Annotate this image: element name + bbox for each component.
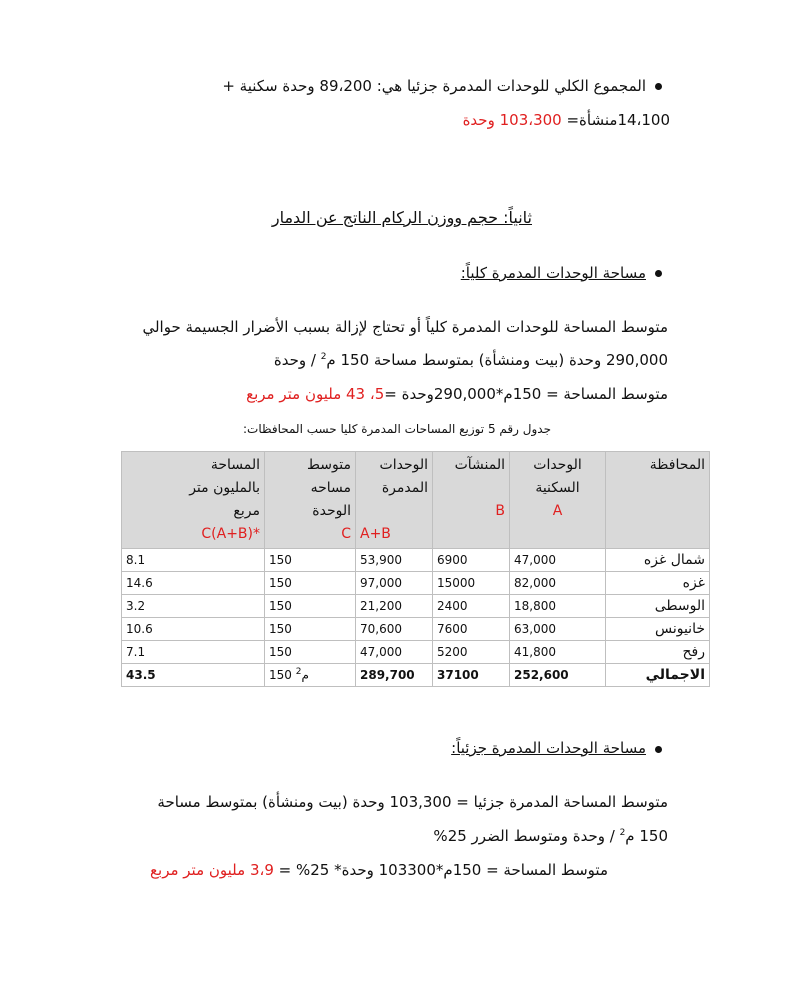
cell-establishments: 5200 bbox=[433, 641, 510, 664]
table-row bbox=[122, 572, 710, 595]
cell-avg-area: 150 bbox=[265, 618, 356, 641]
cell-governorate: شمال غزه bbox=[606, 549, 710, 572]
formula-text: متوسط المساحة = 150م*290,000وحدة = bbox=[384, 385, 668, 403]
header-average-unit-area: متوسط مساحه الوحدة C bbox=[265, 452, 356, 549]
cell-residential: 252,600 bbox=[510, 664, 606, 687]
cell-area: 43.5 bbox=[122, 664, 265, 687]
bullet-dot bbox=[655, 83, 662, 90]
paragraph-partial-area-line2: 150 م$^2$ / وحدة ومتوسط الضرر 25% bbox=[433, 827, 668, 845]
formula-result: 5، 43 مليون متر مربع bbox=[246, 385, 385, 403]
table-row bbox=[122, 641, 710, 664]
total-establishments-text: 14،100منشأة= bbox=[561, 111, 670, 129]
governorate-area-table bbox=[121, 451, 710, 687]
cell-avg-area: 150 م$^2$ bbox=[265, 664, 356, 687]
cell-area: 14.6 bbox=[122, 572, 265, 595]
cell-governorate: خانيونس bbox=[606, 618, 710, 641]
cell-residential: 47,000 bbox=[510, 549, 606, 572]
table-total-row bbox=[122, 664, 710, 687]
formula-result: 3،9 مليون متر مربع bbox=[150, 861, 274, 879]
table-row bbox=[122, 618, 710, 641]
cell-establishments: 7600 bbox=[433, 618, 510, 641]
cell-destroyed: 53,900 bbox=[356, 549, 433, 572]
cell-establishments: 6900 bbox=[433, 549, 510, 572]
cell-avg-area: 150 bbox=[265, 595, 356, 618]
cell-destroyed: 289,700 bbox=[356, 664, 433, 687]
cell-establishments: 2400 bbox=[433, 595, 510, 618]
subheading-fully-destroyed: مساحة الوحدات المدمرة كلياً: bbox=[460, 264, 646, 282]
cell-destroyed: 70,600 bbox=[356, 618, 433, 641]
cell-residential: 63,000 bbox=[510, 618, 606, 641]
cell-avg-area: 150 bbox=[265, 572, 356, 595]
cell-governorate: الوسطى bbox=[606, 595, 710, 618]
cell-residential: 82,000 bbox=[510, 572, 606, 595]
paragraph-full-area-line1: متوسط المساحة للوحدات المدمرة كلياً أو تحتاج لإزالة بسبب الأضرار الجسيمة حوالي bbox=[142, 318, 668, 336]
table-caption: جدول رقم 5 توزيع المساحات المدمرة كليا حسب المحافظات: bbox=[243, 422, 551, 436]
cell-destroyed: 47,000 bbox=[356, 641, 433, 664]
cell-residential: 18,800 bbox=[510, 595, 606, 618]
cell-destroyed: 97,000 bbox=[356, 572, 433, 595]
paragraph-full-area-formula bbox=[246, 383, 668, 405]
bullet-total-partial-line1: المجموع الكلي للوحدات المدمرة جزئيا هي: 89،200 وحدة سكنية + bbox=[222, 77, 646, 95]
paragraph-partial-area-line1: متوسط المساحة المدمرة جزئيا = 103,300 وحدة (بيت ومنشأة) بمتوسط مساحة bbox=[157, 793, 668, 811]
cell-area: 7.1 bbox=[122, 641, 265, 664]
cell-establishments: 37100 bbox=[433, 664, 510, 687]
header-destroyed-units: الوحدات المدمرة A+B bbox=[356, 452, 433, 549]
table-header-row bbox=[122, 452, 710, 549]
cell-area: 10.6 bbox=[122, 618, 265, 641]
cell-area: 3.2 bbox=[122, 595, 265, 618]
bullet-total-partial-line2 bbox=[463, 109, 670, 131]
formula-text: متوسط المساحة = 150م*103300 وحدة* 25% = bbox=[273, 861, 608, 879]
cell-establishments: 15000 bbox=[433, 572, 510, 595]
cell-destroyed: 21,200 bbox=[356, 595, 433, 618]
cell-governorate: غزه bbox=[606, 572, 710, 595]
cell-area: 8.1 bbox=[122, 549, 265, 572]
total-units-highlight: 103،300 وحدة bbox=[462, 111, 562, 129]
cell-avg-area: 150 bbox=[265, 549, 356, 572]
cell-governorate: الاجمالي bbox=[606, 664, 710, 687]
paragraph-full-area-line2: 290,000 وحدة (بيت ومنشأة) بمتوسط مساحة 150 م$^2$ / وحدة bbox=[273, 351, 668, 369]
header-establishments: المنشآت B bbox=[433, 452, 510, 549]
header-area-million-m2: المساحة بالمليون متر مربع *C(A+B) bbox=[122, 452, 265, 549]
header-residential-units: الوحدات السكنية A bbox=[510, 452, 606, 549]
header-governorate: المحافظة bbox=[606, 452, 710, 549]
paragraph-partial-area-formula bbox=[150, 859, 608, 881]
table-row bbox=[122, 595, 710, 618]
subheading-partially-destroyed: مساحة الوحدات المدمرة جزئياً: bbox=[451, 739, 646, 757]
bullet-dot bbox=[655, 270, 662, 277]
cell-residential: 41,800 bbox=[510, 641, 606, 664]
section-heading: ثانياً: حجم ووزن الركام الناتج عن الدمار bbox=[271, 208, 532, 227]
cell-avg-area: 150 bbox=[265, 641, 356, 664]
table-row bbox=[122, 549, 710, 572]
cell-governorate: رفح bbox=[606, 641, 710, 664]
bullet-dot bbox=[655, 746, 662, 753]
